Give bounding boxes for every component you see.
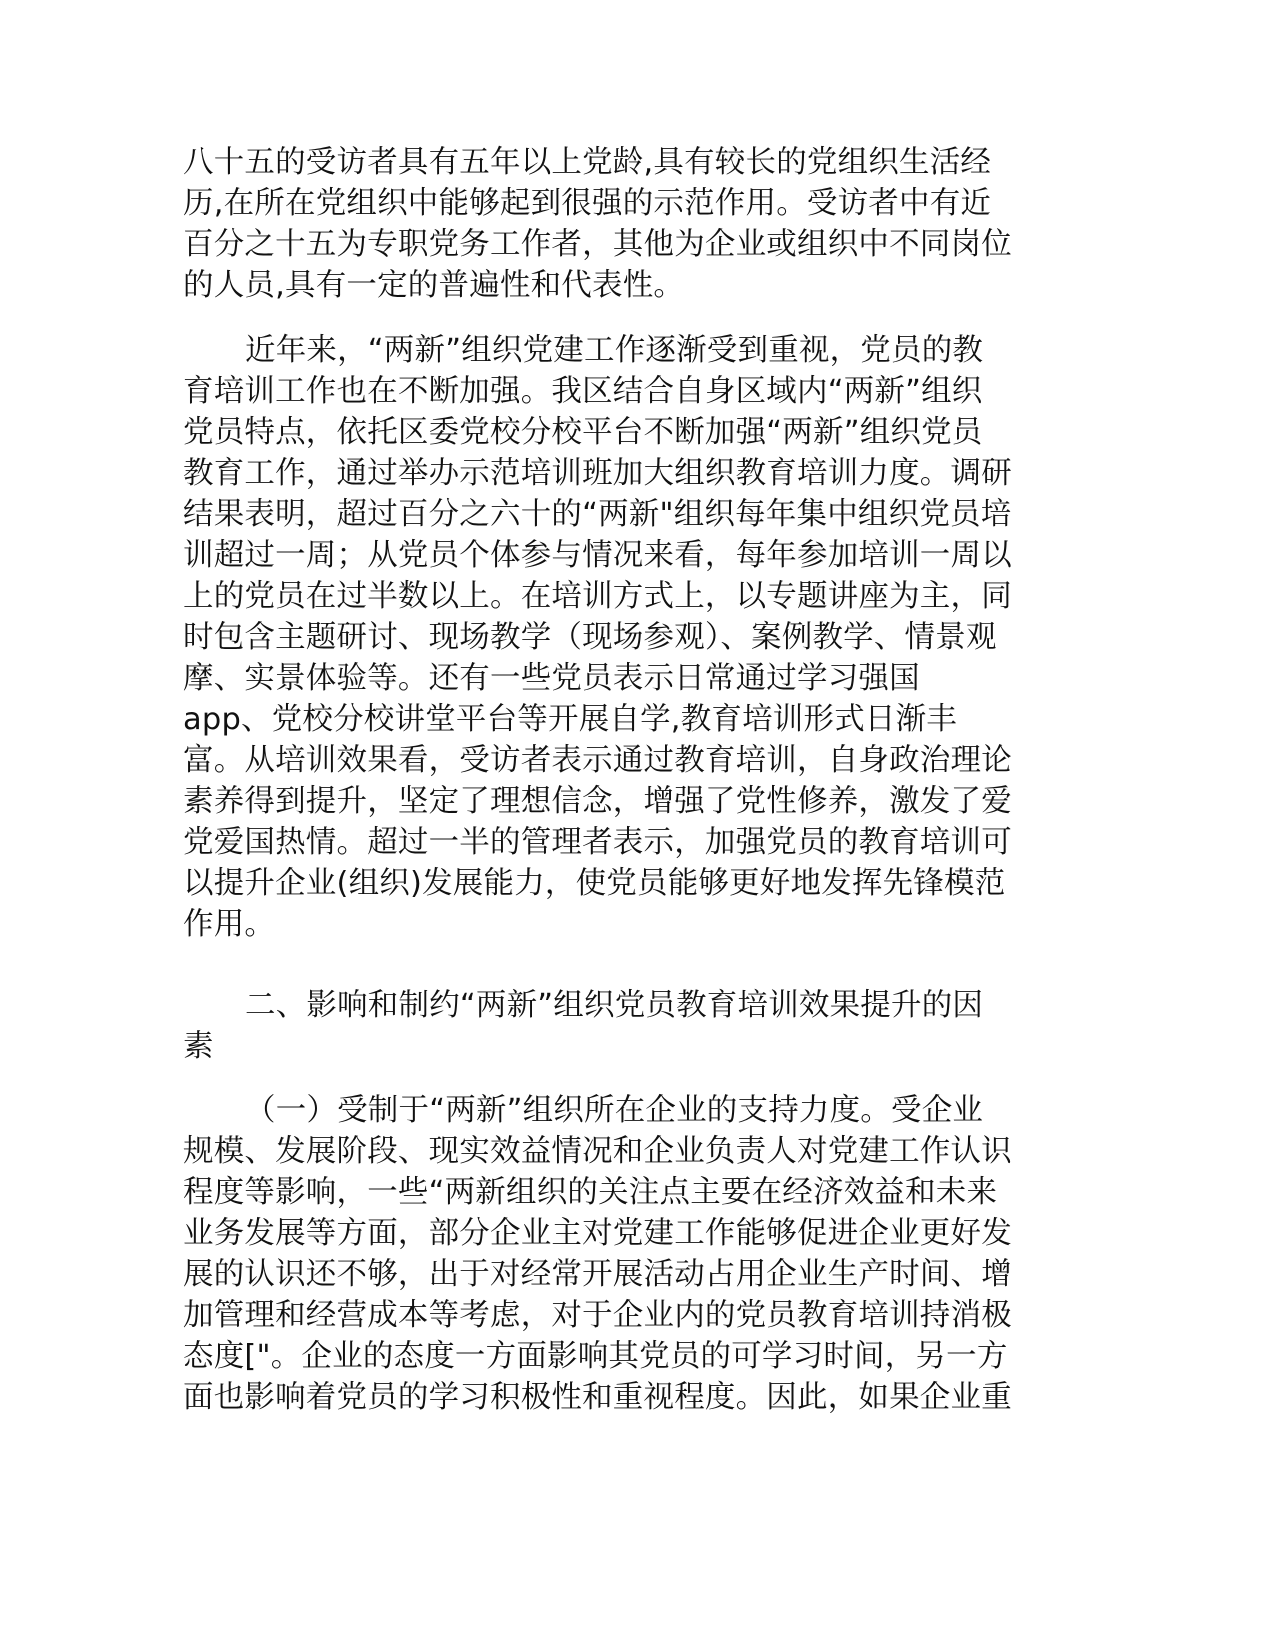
paragraph-enterprise-support — [183, 1090, 1083, 1418]
text-line: 摩、实景体验等。还有一些党员表示日常通过学习强国 — [183, 661, 920, 696]
text-line: 百分之十五为专职党务工作者，其他为企业或组织中不同岗位 — [183, 227, 1012, 262]
text-line: 二、影响和制约“两新”组织党员教育培训效果提升的因 — [245, 988, 984, 1023]
text-line: 的人员,具有一定的普遍性和代表性。 — [183, 268, 685, 303]
text-line: app、党校分校讲堂平台等开展自学,教育培训形式日渐丰 — [183, 702, 958, 737]
text-line: 以提升企业(组织)发展能力，使党员能够更好地发挥先锋模范 — [183, 866, 1006, 901]
text-line: 富。从培训效果看，受访者表示通过教育培训，自身政治理论 — [183, 743, 1012, 778]
text-line: 八十五的受访者具有五年以上党龄,具有较长的党组织生活经 — [183, 145, 992, 180]
text-line: 素 — [183, 1029, 214, 1064]
text-line: 态度["。企业的态度一方面影响其党员的可学习时间，另一方 — [183, 1339, 1008, 1374]
text-line: 展的认识还不够，出于对经常开展活动占用企业生产时间、增 — [183, 1257, 1012, 1292]
text-line: 近年来，“两新”组织党建工作逐渐受到重视，党员的教 — [245, 333, 984, 368]
section-heading — [183, 985, 1083, 1067]
text-line: 作用。 — [183, 907, 276, 942]
text-line: 育培训工作也在不断加强。我区结合自身区域内“两新”组织 — [183, 374, 983, 409]
text-line: 时包含主题研讨、现场教学（现场参观）、案例教学、情景观 — [183, 620, 997, 655]
text-line: 党爱国热情。超过一半的管理者表示，加强党员的教育培训可 — [183, 825, 1012, 860]
text-line: （一）受制于“两新”组织所在企业的支持力度。受企业 — [245, 1093, 984, 1128]
text-line: 规模、发展阶段、现实效益情况和企业负责人对党建工作认识 — [183, 1134, 1012, 1169]
text-line: 程度等影响，一些“两新组织的关注点主要在经济效益和未来 — [183, 1175, 998, 1210]
text-line: 训超过一周；从党员个体参与情况来看，每年参加培训一周以 — [183, 538, 1012, 573]
text-line: 上的党员在过半数以上。在培训方式上，以专题讲座为主，同 — [183, 579, 1012, 614]
text-line: 教育工作，通过举办示范培训班加大组织教育培训力度。调研 — [183, 456, 1012, 491]
text-line: 结果表明，超过百分之六十的“两新"组织每年集中组织党员培 — [183, 497, 1012, 532]
text-line: 历,在所在党组织中能够起到很强的示范作用。受访者中有近 — [183, 186, 992, 221]
paragraph-training-status — [183, 330, 1083, 945]
paragraph-respondents — [183, 142, 1083, 306]
text-line: 面也影响着党员的学习积极性和重视程度。因此，如果企业重 — [183, 1380, 1012, 1415]
text-line: 业务发展等方面，部分企业主对党建工作能够促进企业更好发 — [183, 1216, 1012, 1251]
text-line: 党员特点，依托区委党校分校平台不断加强“两新”组织党员 — [183, 415, 983, 450]
text-line: 素养得到提升，坚定了理想信念，增强了党性修养，激发了爱 — [183, 784, 1012, 819]
text-line: 加管理和经营成本等考虑，对于企业内的党员教育培训持消极 — [183, 1298, 1012, 1333]
